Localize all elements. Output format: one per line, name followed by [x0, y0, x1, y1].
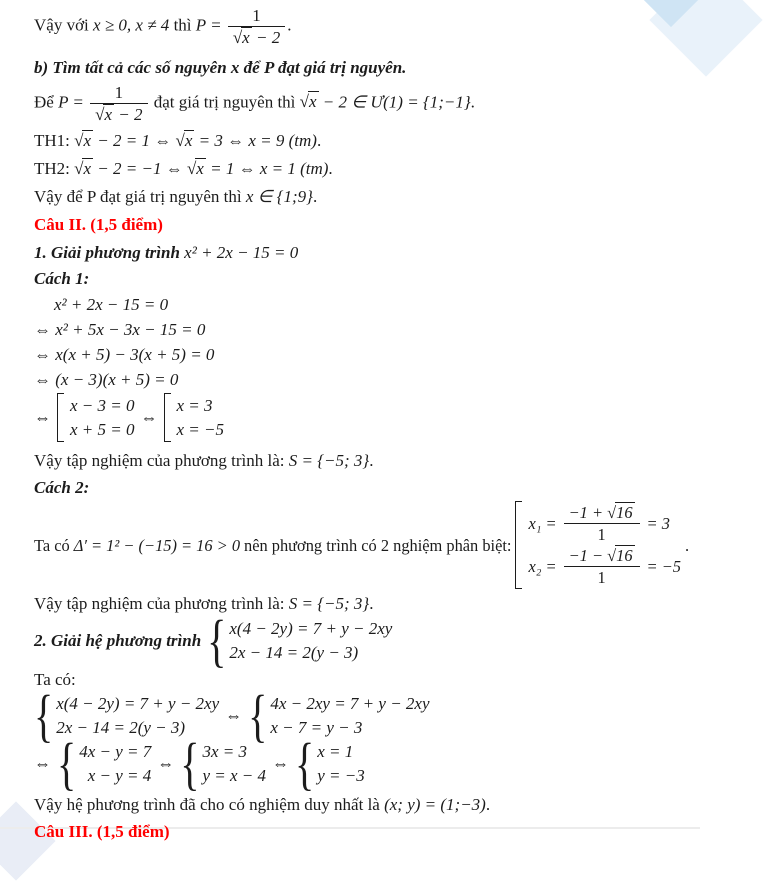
system-rows [79, 741, 151, 786]
text-run: Vậy tập nghiệm của phương trình là: [34, 594, 285, 613]
fraction-denominator: 1 [597, 568, 606, 587]
equation-step-1: x² + 2x − 15 = 0 [54, 295, 169, 314]
sqrt-sign-icon: √ [607, 546, 617, 565]
sqrt-radicand: 16 [616, 546, 633, 565]
left-curly-brace-icon: { [248, 682, 268, 748]
equivalence-arrow: ⇔ [157, 754, 175, 773]
heading-cau-3: Câu III. (1,5 điểm) [34, 822, 170, 841]
math-run: − 2 = −1 ⇔ [93, 159, 187, 178]
math-run: −1 + [568, 503, 604, 522]
line-solution-set-2 [34, 593, 692, 614]
fraction [228, 6, 285, 47]
system-of-equations [207, 607, 393, 673]
case-rows [70, 393, 135, 442]
sqrt-sign-icon: √ [186, 159, 197, 178]
text-run: nên phương trình có 2 nghiệm phân biệt: [244, 535, 512, 555]
root-rows [528, 501, 680, 589]
heading-cach-2: Cách 2: [34, 478, 90, 497]
sqrt-expression [187, 159, 206, 178]
fraction [564, 546, 640, 587]
line-ta-co: Ta có: [34, 670, 76, 689]
equation-step-3: ⇔ x(x + 5) − 3(x + 5) = 0 [34, 345, 215, 364]
system-row: y = −3 [317, 766, 365, 785]
sqrt-sign-icon: √ [232, 28, 243, 47]
line-discriminant [34, 501, 692, 589]
math-run: x ∈ {1;9} [245, 187, 313, 206]
math-run: − 2 ∈ Ư(1) = {1;−1} [318, 92, 471, 112]
equation-step-5-cases [34, 393, 692, 442]
text-run: Vậy tập nghiệm của phương trình là: [34, 451, 285, 470]
sqrt-sign-icon: √ [74, 131, 84, 150]
heading-part-b: b) Tìm tất cả các số nguyên x để P đạt giá trị nguyên. [34, 58, 407, 77]
sqrt-sign-icon: √ [74, 159, 84, 178]
sqrt-expression [233, 28, 252, 47]
sqrt-radicand: x [104, 105, 113, 124]
document-content [34, 6, 692, 842]
sqrt-sign-icon: √ [95, 105, 105, 124]
math-run: − 2 = 1 ⇔ [93, 131, 176, 150]
equivalence-arrow: ⇔ [34, 408, 51, 427]
sqrt-sign-icon: √ [299, 92, 309, 112]
math-run: Δ′ = 1² − (−15) = 16 > 0 [73, 535, 241, 555]
text-run: TH1: [34, 131, 70, 150]
system-of-equations [295, 730, 365, 796]
math-run: = −5 [646, 557, 681, 576]
left-square-bracket-icon [57, 393, 64, 442]
line-domain-conclusion [34, 6, 692, 47]
text-run: Vậy để P đạt giá trị nguyên thì [34, 187, 242, 206]
math-run: − 2 [114, 105, 143, 124]
system-row: x(4 − 2y) = 7 + y − 2xy [229, 619, 393, 638]
fraction [564, 503, 640, 544]
bracket-roots [515, 501, 680, 589]
math-run: S = {−5; 3} [288, 594, 370, 613]
system-row: 4x − 2xy = 7 + y − 2xy [270, 694, 430, 713]
line-system-conclusion [34, 794, 692, 815]
case-rows [177, 393, 225, 442]
text-run: . [316, 131, 322, 150]
sqrt-expression [607, 503, 634, 522]
line-case-1 [34, 130, 692, 151]
system-of-equations [57, 730, 152, 796]
sqrt-radicand: x [242, 28, 250, 47]
math-run: = 3 ⇔ x = 9 (tm) [194, 131, 317, 150]
sqrt-expression [175, 131, 194, 150]
left-curly-brace-icon: { [57, 730, 77, 796]
fraction-numerator: 1 [90, 83, 147, 104]
math-run: S = {−5; 3} [288, 451, 370, 470]
sqrt-expression [607, 546, 634, 565]
math-run: P = [58, 92, 84, 112]
fraction-denominator [228, 27, 285, 47]
heading-cach-1: Cách 1: [34, 269, 90, 288]
text-run: Ta có [34, 535, 70, 555]
math-run: x² + 2x − 15 = 0 [184, 243, 299, 262]
sqrt-radicand: x [196, 159, 204, 178]
system-rows [317, 741, 365, 786]
text-run: . [287, 15, 292, 35]
text-run: . [369, 594, 374, 613]
line-p-conclusion [34, 186, 692, 207]
text-run: Vậy hệ phương trình đã cho có nghiệm duy nhất là [34, 795, 380, 814]
left-square-bracket-icon [515, 501, 522, 589]
sqrt-radicand: 16 [616, 503, 633, 522]
bracket-cases [164, 393, 225, 442]
sqrt-expression [74, 131, 93, 150]
system-row: 2x − 14 = 2(y − 3) [56, 718, 186, 737]
math-run: x₂ = [528, 557, 557, 576]
text-run: 1. Giải phương trình [34, 243, 180, 262]
math-run: x ≥ 0, x ≠ 4 [93, 15, 170, 35]
equivalence-arrow: ⇔ [272, 754, 289, 773]
equation-step-2: ⇔ x² + 5x − 3x − 15 = 0 [34, 320, 206, 339]
text-run: . [485, 795, 491, 814]
system-of-equations [248, 682, 430, 748]
sqrt-radicand: x [184, 131, 193, 150]
equivalence-arrow: ⇔ [140, 408, 158, 427]
sqrt-radicand: x [83, 131, 92, 150]
fraction-denominator: 1 [597, 525, 606, 544]
system-row: 2x − 14 = 2(y − 3) [229, 643, 359, 662]
fraction-numerator [564, 503, 640, 524]
math-run: −1 − [568, 546, 604, 565]
sqrt-radicand: x [83, 159, 92, 178]
case-row: x = −5 [176, 420, 224, 439]
case-row: x − 3 = 0 [70, 396, 135, 415]
fraction-denominator [90, 104, 147, 124]
left-curly-brace-icon: { [207, 607, 227, 673]
case-row: x + 5 = 0 [70, 420, 135, 439]
left-curly-brace-icon: { [34, 682, 54, 748]
heading-problem-1 [34, 242, 692, 263]
sqrt-expression [74, 159, 93, 178]
math-run: (x; y) = (1;−3) [384, 795, 486, 814]
math-run: = 3 [646, 514, 670, 533]
system-row: x = 1 [317, 742, 354, 761]
heading-cau-2: Câu II. (1,5 điểm) [34, 215, 163, 234]
equation-step-4: ⇔ (x − 3)(x + 5) = 0 [34, 370, 179, 389]
system-row: x(4 − 2y) = 7 + y − 2xy [56, 694, 220, 713]
case-row: x = 3 [176, 396, 213, 415]
system-transform-1 [34, 682, 692, 748]
system-row: 4x − y = 7 [79, 742, 152, 761]
left-curly-brace-icon: { [295, 730, 315, 796]
heading-problem-2 [34, 607, 692, 673]
fraction-numerator [564, 546, 640, 567]
text-run: 2. Giải hệ phương trình [34, 631, 202, 650]
bracket-cases [57, 393, 135, 442]
text-run: . [470, 92, 475, 112]
text-run: Vậy với [34, 15, 89, 35]
line-case-2 [34, 158, 692, 179]
root-row-1 [528, 503, 669, 544]
fraction-numerator: 1 [228, 6, 285, 27]
sqrt-expression [95, 105, 114, 124]
fraction [90, 83, 147, 124]
math-run: − 2 [251, 28, 281, 47]
system-row: 3x = 3 [202, 742, 247, 761]
sqrt-sign-icon: √ [607, 503, 617, 522]
left-square-bracket-icon [164, 393, 171, 442]
root-row-2 [528, 546, 680, 587]
math-run: x₁ = [528, 514, 557, 533]
system-row: y = x − 4 [202, 766, 266, 785]
line-solution-set-1 [34, 450, 692, 471]
text-run: đạt giá trị nguyên thì [153, 92, 296, 112]
text-run: . [328, 159, 333, 178]
system-row: x − 7 = y − 3 [270, 718, 363, 737]
sqrt-radicand: x [309, 92, 317, 112]
equivalence-arrow: ⇔ [225, 706, 243, 725]
system-rows [229, 618, 392, 663]
sqrt-expression [300, 92, 319, 111]
text-run: . [369, 451, 374, 470]
text-run: thì [173, 15, 192, 35]
system-transform-2 [34, 730, 692, 796]
math-run: P = [195, 15, 222, 35]
text-run: . [312, 187, 318, 206]
sqrt-sign-icon: √ [175, 131, 185, 150]
line-integer-condition [34, 83, 692, 124]
text-run: Để [34, 92, 54, 112]
left-curly-brace-icon: { [180, 730, 200, 796]
math-run: = 1 ⇔ x = 1 (tm) [205, 159, 329, 178]
text-run: TH2: [34, 159, 70, 178]
equivalence-arrow: ⇔ [34, 754, 51, 773]
text-run: . [684, 535, 690, 555]
system-row: x − y = 4 [87, 766, 152, 785]
